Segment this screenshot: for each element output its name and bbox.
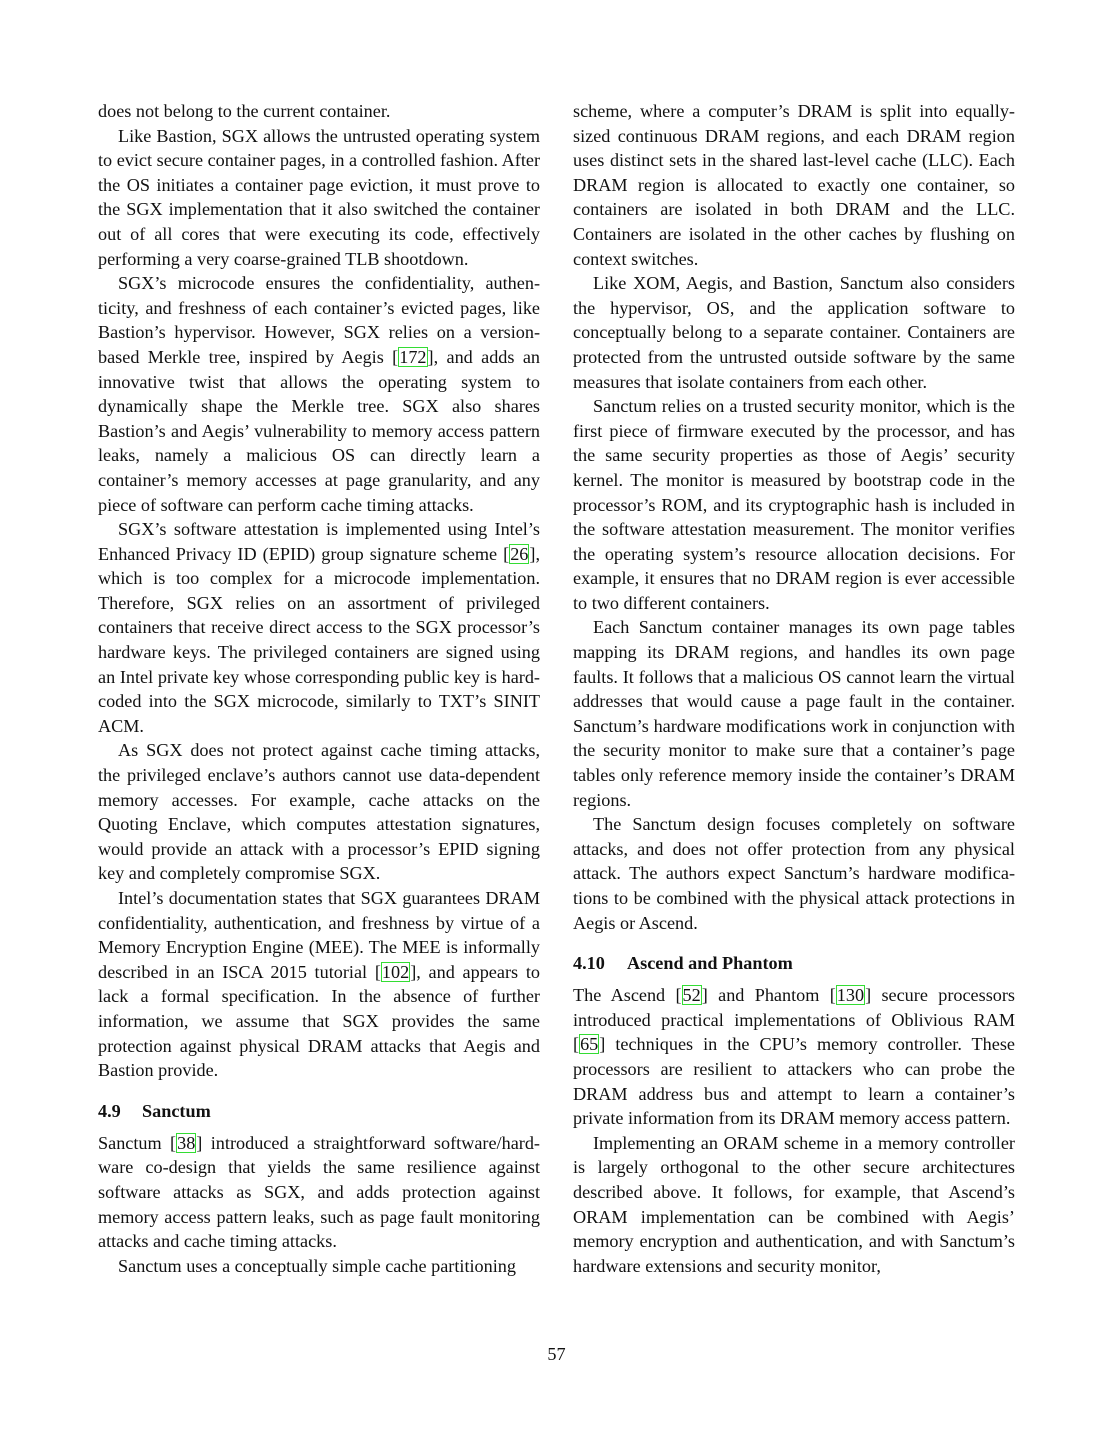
paragraph: Like Bastion, SGX allows the untrusted operating system to evict secure container pages, in a controlled fashion. After the OS initiates a container page eviction, it must prove to the SGX implementation that it also switched the container out of all cores that were executing its code, effectively performing a very coarse-grained TLB shootdown. (98, 125, 540, 269)
text: ] and Phantom [ (701, 985, 836, 1006)
citation-link[interactable]: 38 (177, 1132, 196, 1153)
citation-link[interactable]: 52 (682, 985, 701, 1006)
section-title: Sanctum (142, 1100, 211, 1121)
text: SGX’s software attestation is implemented using Intel’s Enhanced Privacy ID (EPID) group signature scheme [ (98, 519, 540, 564)
citation-link[interactable]: 65 (580, 1034, 599, 1055)
paragraph: Implementing an ORAM scheme in a memory controller is largely orthogonal to the other secure architectures described above. It follows, for example, that Ascend’s ORAM implementation can be combined with Aegis’ memory encryption and authentication, and with Sanctum’s hardware extensions and security monitor, (573, 1132, 1015, 1276)
paragraph: Sanctum relies on a trusted security monitor, which is the first piece of firmware executed by the processor, and has the same security properties as those of Aegis’ security kernel. The monitor is measured by bootstrap code in the processor’s ROM, and its cryptographic hash is included in the software attestation measurement. The monitor verifies the operating system’s resource allocation decisions. For example, it ensures that no DRAM region is ever accessible to two different containers. (573, 396, 1015, 613)
paragraph: scheme, where a computer’s DRAM is split into equally-sized continuous DRAM regions, and each DRAM region uses distinct sets in the shared last-level cache (LLC). Each DRAM region is allocated to exactly one container, so containers are isolated in both DRAM and the LLC. Containers are isolated in the other caches by flushing on context switches. (573, 101, 1015, 269)
paragraph: As SGX does not protect against cache timing attacks, the privileged enclave’s authors cannot use data-dependent memory accesses. For example, cache attacks on the Quoting Enclave, which computes attestation signatures, would provide an attack with a processor’s EPID signing key and completely compromise SGX. (98, 740, 540, 884)
text: Sanctum [ (98, 1132, 177, 1153)
paragraph (98, 886, 540, 1083)
text: SGX’s microcode ensures the confidentiality, authenticity, and freshness of each container’s evicted pages, like Bastion’s hypervisor. However, SGX relies on a version-based Merkle tree, inspired by Aegis [ (98, 273, 540, 367)
section-heading (573, 951, 1015, 975)
paragraph: Each Sanctum container manages its own page tables mapping its DRAM regions, and handles its own page faults. It follows that a malicious OS cannot learn the virtual addresses that would cause a page fault in the container. Sanctum’s hardware modifications work in conjunction with the security monitor to make sure that a container’s page tables only reference memory inside the container’s DRAM regions. (573, 617, 1015, 810)
text: ], which is too complex for a microcode implementation. Therefore, SGX relies on an assortment of privileged containers that receive direct access to the SGX processor’s hardware keys. The privileged containers are signed using an Intel private key whose corresponding public key is hard-coded into the SGX microcode, similarly to TXT’s SINIT ACM. (98, 543, 540, 736)
section-number: 4.9 (98, 1100, 121, 1121)
paragraph: Like XOM, Aegis, and Bastion, Sanctum also considers the hypervisor, OS, and the application software to conceptually belong to a separate container. Containers are protected from the untrusted outside software by the same measures that isolate containers from each other. (573, 273, 1015, 392)
paragraph: Sanctum uses a conceptually simple cache partitioning (118, 1255, 516, 1276)
text: ] introduced a straightforward software/hardware co-design that yields the same resilience against software attacks as SGX, and adds protection against memory access pattern leaks, such as page fault monitoring attacks and cache timing attacks. (98, 1132, 540, 1252)
page-number: 57 (547, 1344, 566, 1364)
text: Intel’s documentation states that SGX guarantees DRAM confidentiality, authentication, and freshness by virtue of a Memory Encryption Engine (MEE). The MEE is informally described in an ISCA 2015 tutorial [ (98, 888, 540, 982)
text: ] techniques in the CPU’s memory controller. These processors are resilient to attackers who can probe the DRAM address bus and attempt to learn a container’s private information from its DRAM memory access pattern. (573, 1034, 1015, 1129)
left-column (98, 99, 540, 1278)
paragraph (98, 271, 540, 517)
paragraph (98, 517, 540, 738)
text: ] secure processors introduced practical implementations of Oblivious RAM [ (573, 985, 1016, 1055)
text: ], and appears to lack a formal specification. In the absence of further information, we assume that SGX provides the same protection against physical DRAM attacks that Aegis and Bastion provide. (98, 961, 540, 1081)
citation-link[interactable]: 130 (836, 985, 865, 1006)
paragraph: The Sanctum design focuses completely on software attacks, and does not offer protection from any physical attack. The authors expect Sanctum’s hardware modifications to be combined with the physical attack protections in Aegis or Ascend. (573, 814, 1015, 933)
paragraph: does not belong to the current container. (98, 101, 391, 121)
citation-link[interactable]: 102 (381, 961, 410, 982)
paragraph (573, 983, 1015, 1131)
right-column (573, 99, 1015, 1278)
section-heading (98, 1099, 540, 1123)
text: ], and adds an innovative twist that allows the operating system to dynamically shape the Merkle tree. SGX also shares Bastion’s and Aegis’ vulnerability to memory access pattern leaks, namely a malicious OS can directly learn a container’s memory accesses at page granularity, and any piece of software can perform cache timing attacks. (98, 346, 540, 515)
paragraph (98, 1131, 540, 1254)
section-number: 4.10 (573, 953, 605, 974)
section-title: Ascend and Phantom (627, 953, 793, 974)
citation-link[interactable]: 26 (510, 543, 529, 564)
text: The Ascend [ (573, 985, 682, 1006)
citation-link[interactable]: 172 (399, 346, 427, 367)
